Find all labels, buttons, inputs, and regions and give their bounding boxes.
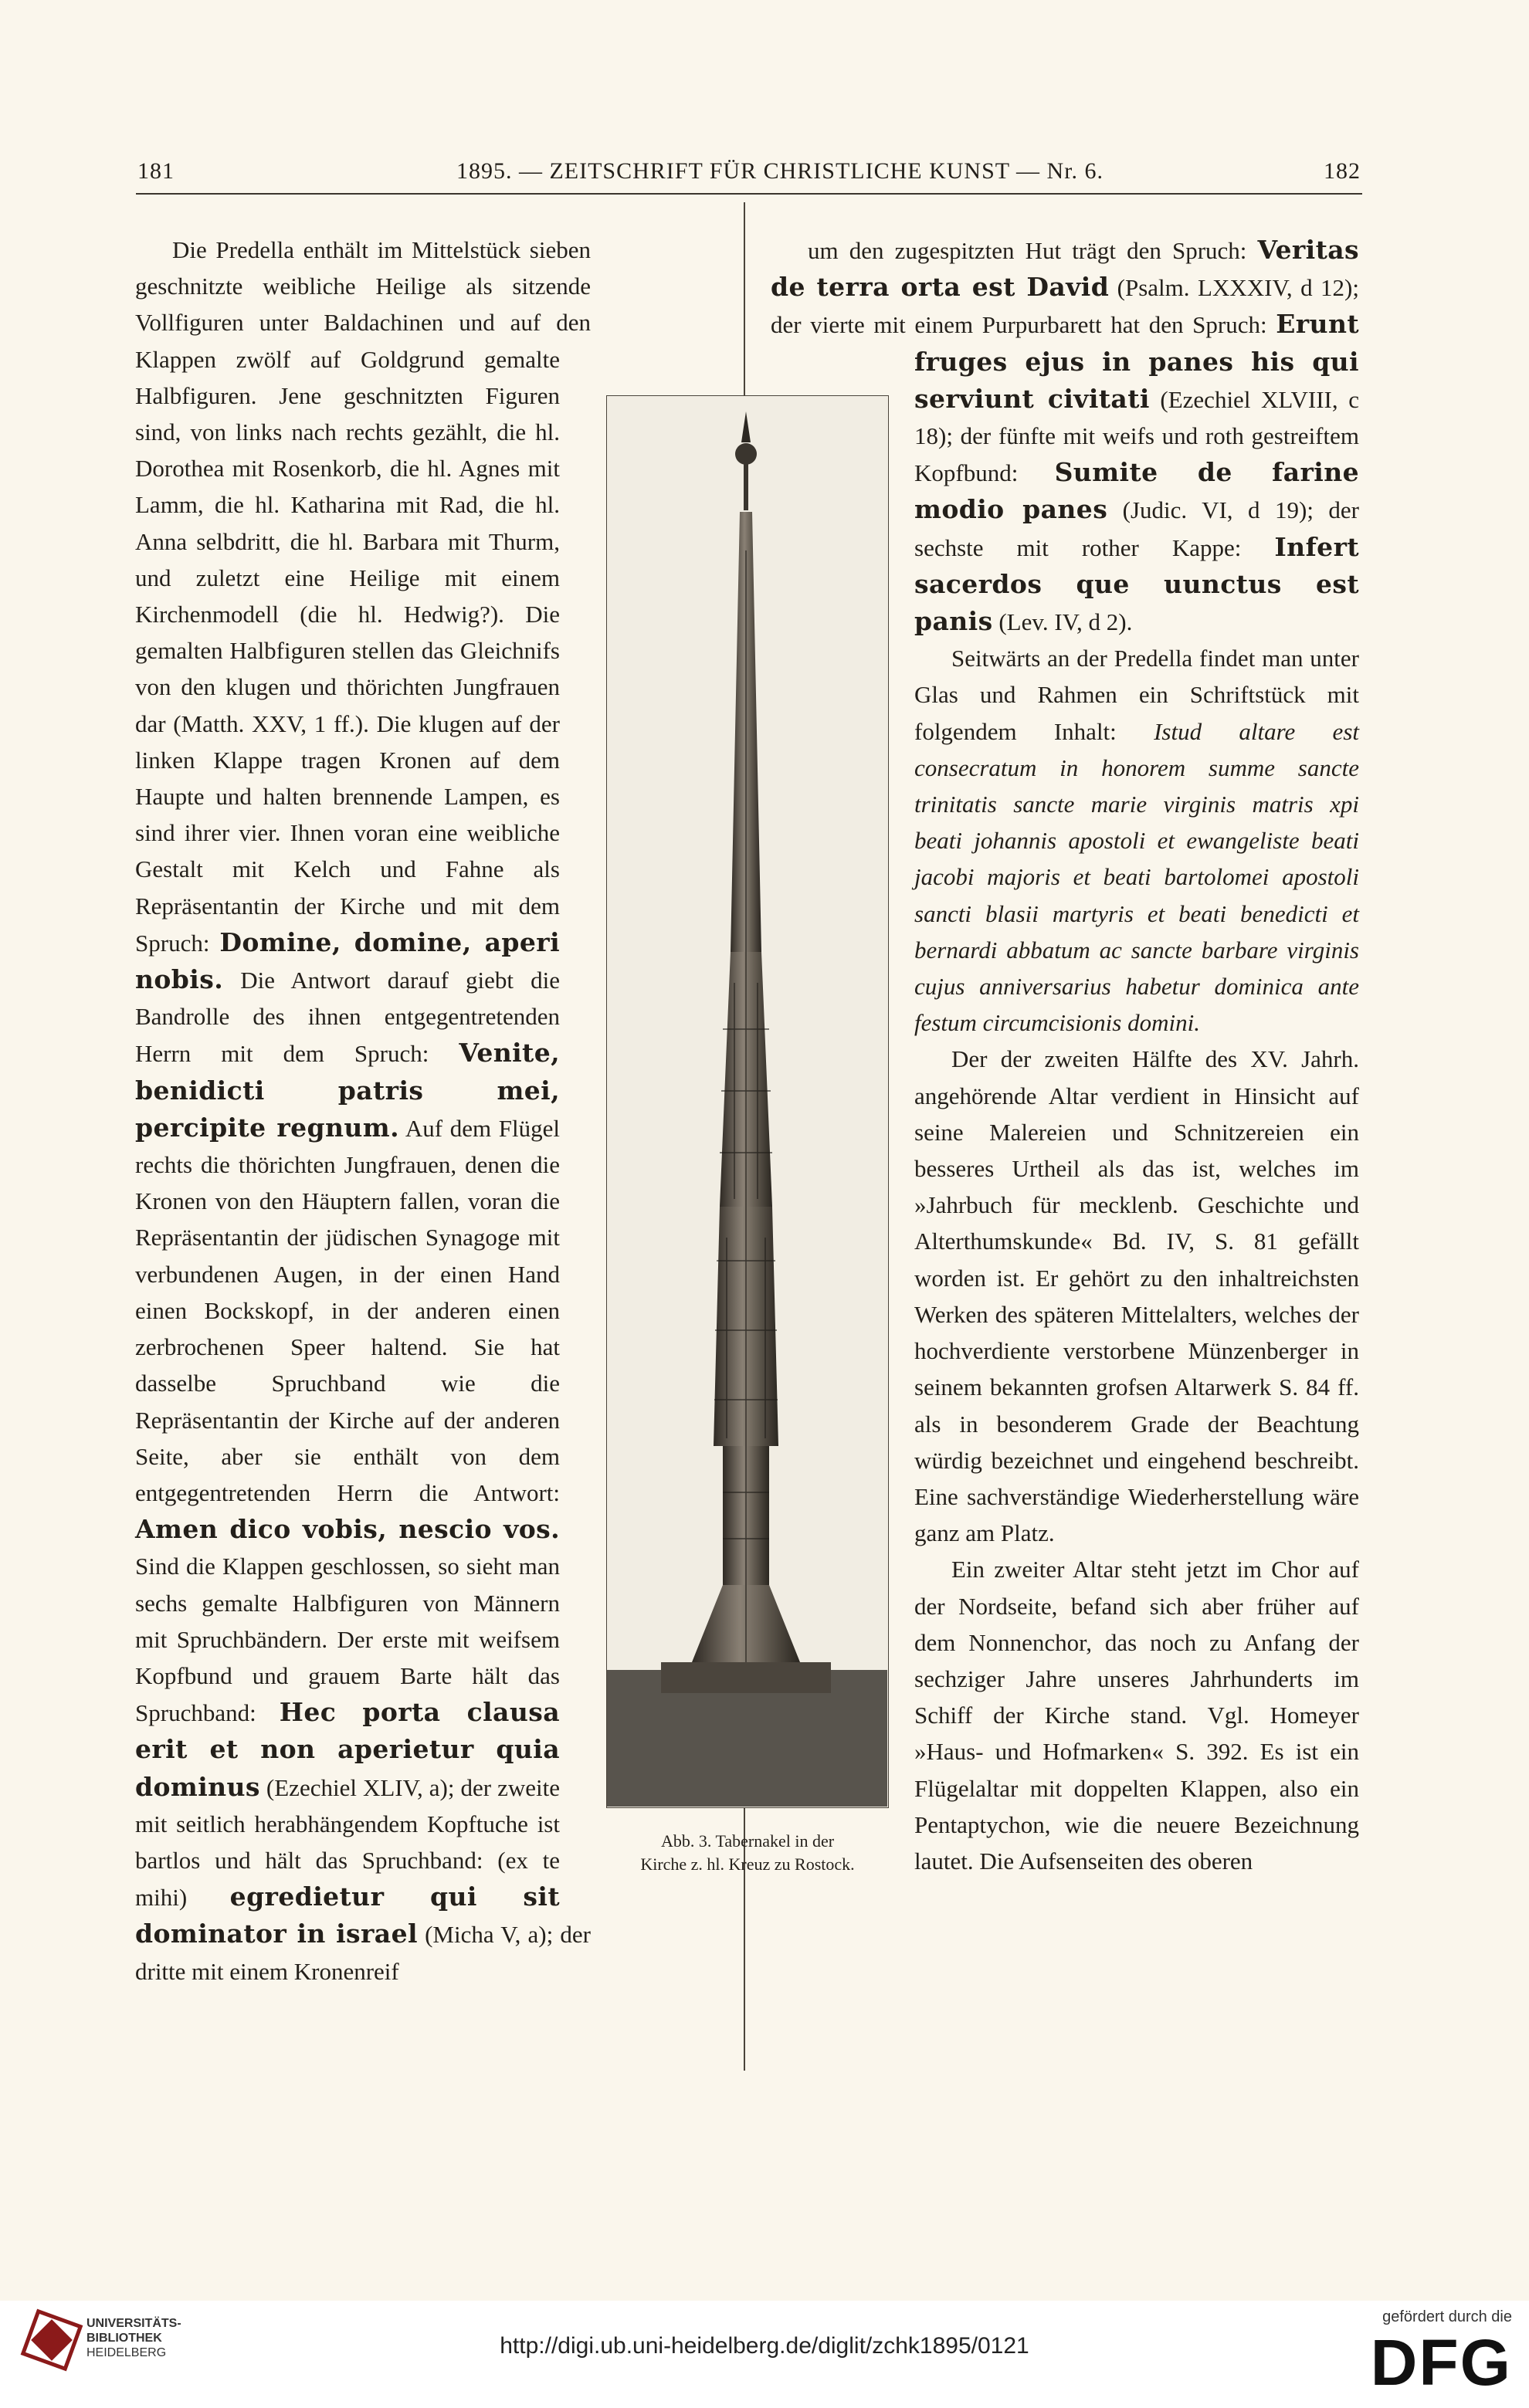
blackletter-quote: Sumite de farine modio panes xyxy=(914,457,1360,525)
body-text: Die Predella enthält im Mittelstück sieben geschnitzte weibliche Heilige als sitzende Vollfiguren unter Baldachinen und auf den Klappen zwölf auf Goldgrund gemalte Halbfiguren. Jene geschnitzten Figuren sind, von links nach rechts gezählt, die hl. Dorothea mit Rosenkorb, die hl. Agnes mit Lamm, die hl. Katharina mit Rad, die hl. Anna selbdritt, die hl. Barbara mit Thurm, und zuletzt eine Heilige mit einem Kirchenmodell (die hl. Hedwig?). Die gemalten Halbfiguren stellen das Gleichnifs von den klugen und thörichten Jungfrauen dar (Matth. XXV, 1 ff.). Die klugen auf der linken Klappe tragen Kronen auf dem Haupte und halten brennende Lampen, es sind ihrer vier. Ihnen voran eine weibliche Gestalt mit Kelch und Fahne als Repräsentantin der Kirche und mit dem Spruch: xyxy=(135,236,591,957)
body-text: Sind die Klappen geschlossen, so sieht man sechs gemalte Halbfiguren von Männern mit Spruchbändern. Der erste mit weifsem Kopfbund und grauem Barte hält das Spruchband: xyxy=(135,1553,560,1727)
library-line-3: HEIDELBERG xyxy=(86,2346,167,2359)
blackletter-quote: Hec porta clausa erit et non aperietur quia dominus xyxy=(135,1697,560,1802)
blackletter-quote: Veritas de terra orta est David xyxy=(771,235,1359,303)
blackletter-quote: egredietur qui sit dominator in israel xyxy=(135,1881,560,1949)
blackletter-quote: Domine, domine, aperi nobis. xyxy=(135,926,561,995)
body-text: (Ezechiel XLIV, a); der zweite mit seitlich herabhängendem Kopftuche ist bartlos und hält das Spruchband: (ex te mihi) xyxy=(135,1773,560,1912)
body-text: um den zugespitzten Hut trägt den Spruch: xyxy=(808,237,1258,264)
body-text: Der der zweiten Hälfte des XV. Jahrh. angehörende Altar verdient in Hinsicht auf seine Malereien und Schnitzereien ein besseres Urtheil als das ist, welches im »Jahrbuch für mecklenb. Geschichte und Alterthumskunde« Bd. IV, S. 81 gefällt worden ist. Er gehört zu den inhaltreichsten Werken des späteren Mittelalters, welches der hochverdiente verstorbene Münzenberger in seinem bekannten grofsen Altarwerk S. 84 ff. als in besonderem Grade der Beachtung würdig bezeichnet und eingehend beschreibt. Eine sachverständige Wiederherstellung wäre ganz am Platz. xyxy=(914,1045,1359,1547)
source-link[interactable]: http://digi.ub.uni-heidelberg.de/diglit/zchk1895/0121 xyxy=(500,2333,1029,2359)
left-column xyxy=(135,232,591,1985)
right-column xyxy=(771,232,1359,2085)
page-number-left: 181 xyxy=(137,158,175,184)
body-text: (Judic. VI, d 19); der sechste mit rother Kappe: xyxy=(914,496,1359,561)
left-column-paragraph xyxy=(135,232,591,1990)
body-text: Auf dem Flügel rechts die thörichten Jungfrauen, denen die Kronen von den Häuptern fallen, voran die Repräsentantin der jüdischen Synagoge mit verbundenen Augen, in der einen Hand einen Bockskopf, in der anderen einen zerbrochenen Speer haltend. Sie hat dasselbe Spruchband wie die Repräsentantin der Kirche auf der anderen Seite, aber sie enthält von dem entgegentretenden Herrn die Antwort: xyxy=(135,1114,560,1506)
blackletter-quote: Infert sacerdos que uunctus est panis xyxy=(914,531,1359,637)
page-number-right: 182 xyxy=(1324,158,1361,184)
blackletter-quote: Venite, benidicti patris mei, percipite regnum. xyxy=(135,1038,560,1143)
italic-quote: Istud altare est consecratum in honorem summe sancte trinitatis sancte marie virginis matris xpi beati johannis apostoli et ewangeliste beati jacobi majoris et beati bartolomei apostoli sancti blasii martyris et beati benedicti et bernardi abbatum ac sancte barbare virginis cujus anniversarius habetur dominica ante festum circumcisionis domini. xyxy=(914,717,1359,1037)
body-text: Ein zweiter Altar steht jetzt im Chor auf der Nordseite, befand sich aber früher auf dem Nonnenchor, das noch zu Anfang der sechziger Jahre unseres Jahrhunderts im Schiff der Kirche stand. Vgl. Homeyer »Haus- und Hofmarken« S. 392. Es ist ein Flügelaltar mit doppelten Klappen, also ein Pentaptychon, wie die neuere Bezeichnung lautet. Die Aufsenseiten des oberen xyxy=(914,1556,1359,1875)
body-text: (Lev. IV, d 2). xyxy=(992,608,1133,636)
header-rule xyxy=(136,193,1362,195)
running-title: 1895. — ZEITSCHRIFT FÜR CHRISTLICHE KUNST — Nr. 6. xyxy=(456,158,1104,184)
body-text: (Ezechiel XLVIII, c 18); der fünfte mit weifs und roth gestreiftem Kopfbund: xyxy=(914,385,1359,487)
figure-wrap-space xyxy=(560,355,591,1899)
funding-note: gefördert durch die xyxy=(1382,2308,1512,2325)
blackletter-quote: Erunt fruges ejus in panes his qui serviunt civitati xyxy=(914,309,1359,414)
library-line-2: BIBLIOTHEK xyxy=(86,2332,162,2345)
figure-wrap-space xyxy=(771,355,914,2023)
body-text: Seitwärts an der Predella findet man unter Glas und Rahmen ein Schriftstück mit folgendem Inhalt: xyxy=(914,645,1359,745)
left-column-upper xyxy=(135,232,591,1985)
body-text: (Psalm. LXXXIV, d 12); der vierte mit einem Purpurbarett hat den Spruch: xyxy=(771,274,1359,339)
blackletter-quote: Amen dico vobis, nescio vos. xyxy=(135,1514,560,1545)
figure-caption-line-1: Abb. 3. Tabernakel in der xyxy=(660,1831,835,1851)
library-line-1: UNIVERSITÄTS- xyxy=(86,2317,181,2330)
dfg-logo: DFG xyxy=(1370,2326,1512,2399)
body-text: (Micha V, a); der dritte mit einem Kronenreif xyxy=(135,1921,591,1985)
body-text: Die Antwort darauf giebt die Bandrolle des ihnen entgegentretenden Herrn mit dem Spruch: xyxy=(135,967,560,1068)
figure-caption-line-2: Kirche z. hl. Kreuz zu Rostock. xyxy=(640,1854,855,1874)
